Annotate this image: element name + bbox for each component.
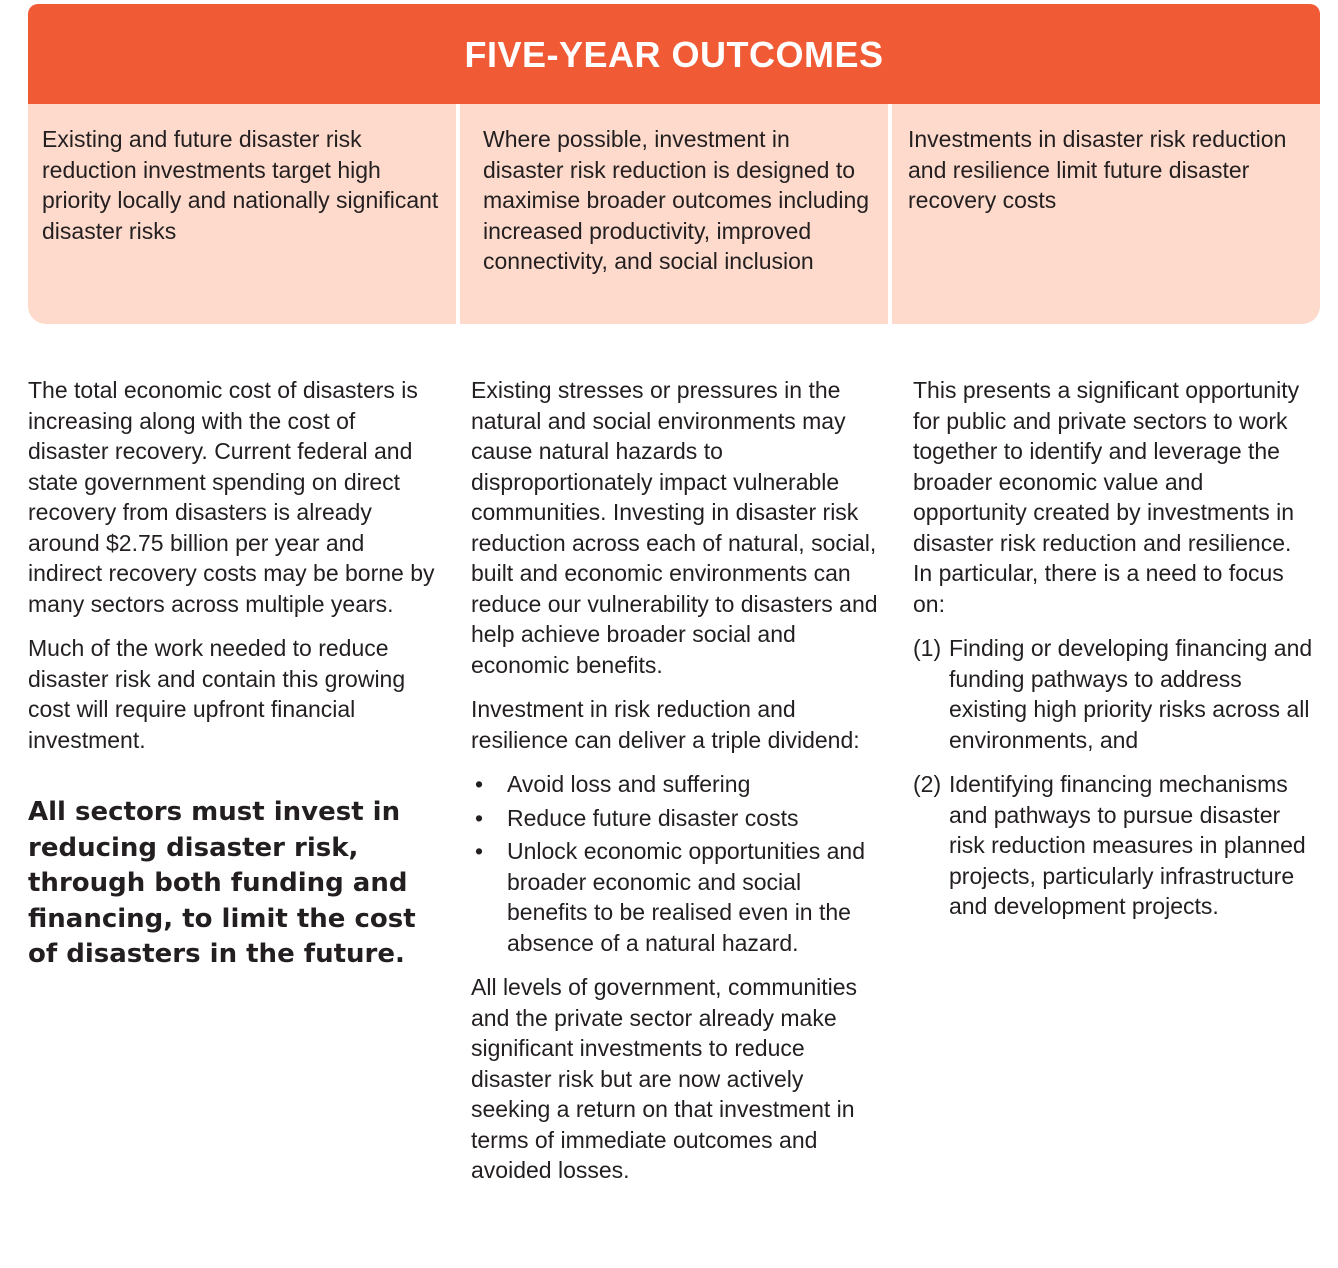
body-column-3 — [913, 375, 1313, 936]
list-item-text: Avoid loss and suffering — [507, 771, 751, 797]
bullet-icon: • — [475, 804, 484, 831]
outcomes-banner — [28, 4, 1320, 104]
dividend-list — [471, 769, 881, 958]
list-item — [913, 633, 1313, 755]
list-item-text: Reduce future disaster costs — [507, 804, 799, 831]
list-number: (1) — [913, 635, 942, 661]
list-item-text: Finding or developing financing and funding pathways to address existing high priority risks across all environments, and — [949, 635, 1313, 753]
list-item — [913, 769, 1313, 922]
outcome-cell-1: Existing and future disaster risk reduction investments target high priority locally and nationally significant disaster risks — [28, 104, 456, 324]
outcome-cell-3: Investments in disaster risk reduction and resilience limit future disaster recovery costs — [892, 104, 1320, 324]
body-column-2 — [471, 375, 881, 1200]
list-item — [471, 836, 881, 958]
paragraph: This presents a significant opportunity for public and private sectors to work together to identify and leverage the broader economic value and opportunity created by investments in disaster risk reduction and resilience. In particular, there is a need to focus on: — [913, 377, 1300, 617]
emphasis-statement: All sectors must invest in reducing disaster risk, through both funding and financing, to limit the cost of disasters in the future. — [28, 797, 416, 969]
paragraph: Investment in risk reduction and resilience can deliver a triple dividend: — [471, 696, 860, 753]
bullet-icon: • — [475, 771, 484, 797]
list-item — [471, 769, 881, 800]
list-item-text: Identifying financing mechanisms and pathways to pursue disaster risk reduction measures in planned projects, particularly infrastructure and development projects. — [949, 771, 1306, 919]
body-column-1 — [28, 375, 436, 987]
paragraph: All levels of government, communities and the private sector already make significant investments to reduce disaster risk but are now actively seeking a return on that investment in terms of immediate outcomes and avoided losses. — [471, 974, 858, 1183]
banner-title: FIVE-YEAR OUTCOMES — [464, 34, 884, 75]
list-number: (2) — [913, 771, 942, 797]
list-item-text: Unlock economic opportunities and broader economic and social benefits to be realised even in the absence of a natural hazard. — [507, 838, 865, 956]
bullet-icon: • — [475, 838, 484, 864]
list-item — [471, 803, 881, 834]
outcomes-table — [28, 104, 1320, 324]
paragraph: The total economic cost of disasters is increasing along with the cost of disaster recovery. Current federal and state government spending on direct recovery from disasters is already around $2.75 billion per year and indirect recovery costs may be borne by many sectors across multiple years. — [28, 377, 435, 617]
focus-list — [913, 633, 1313, 922]
outcome-cell-2: Where possible, investment in disaster risk reduction is designed to maximise broader outcomes including increased productivity, improved connectivity, and social inclusion — [460, 104, 888, 324]
paragraph: Much of the work needed to reduce disaster risk and contain this growing cost will require upfront financial investment. — [28, 635, 406, 753]
paragraph: Existing stresses or pressures in the natural and social environments may cause natural hazards to disproportionately impact vulnerable communities. Investing in disaster risk reduction across each of natural, social, built and economic environments can reduce our vulnerability to disasters and help achieve broader social and economic benefits. — [471, 377, 878, 678]
